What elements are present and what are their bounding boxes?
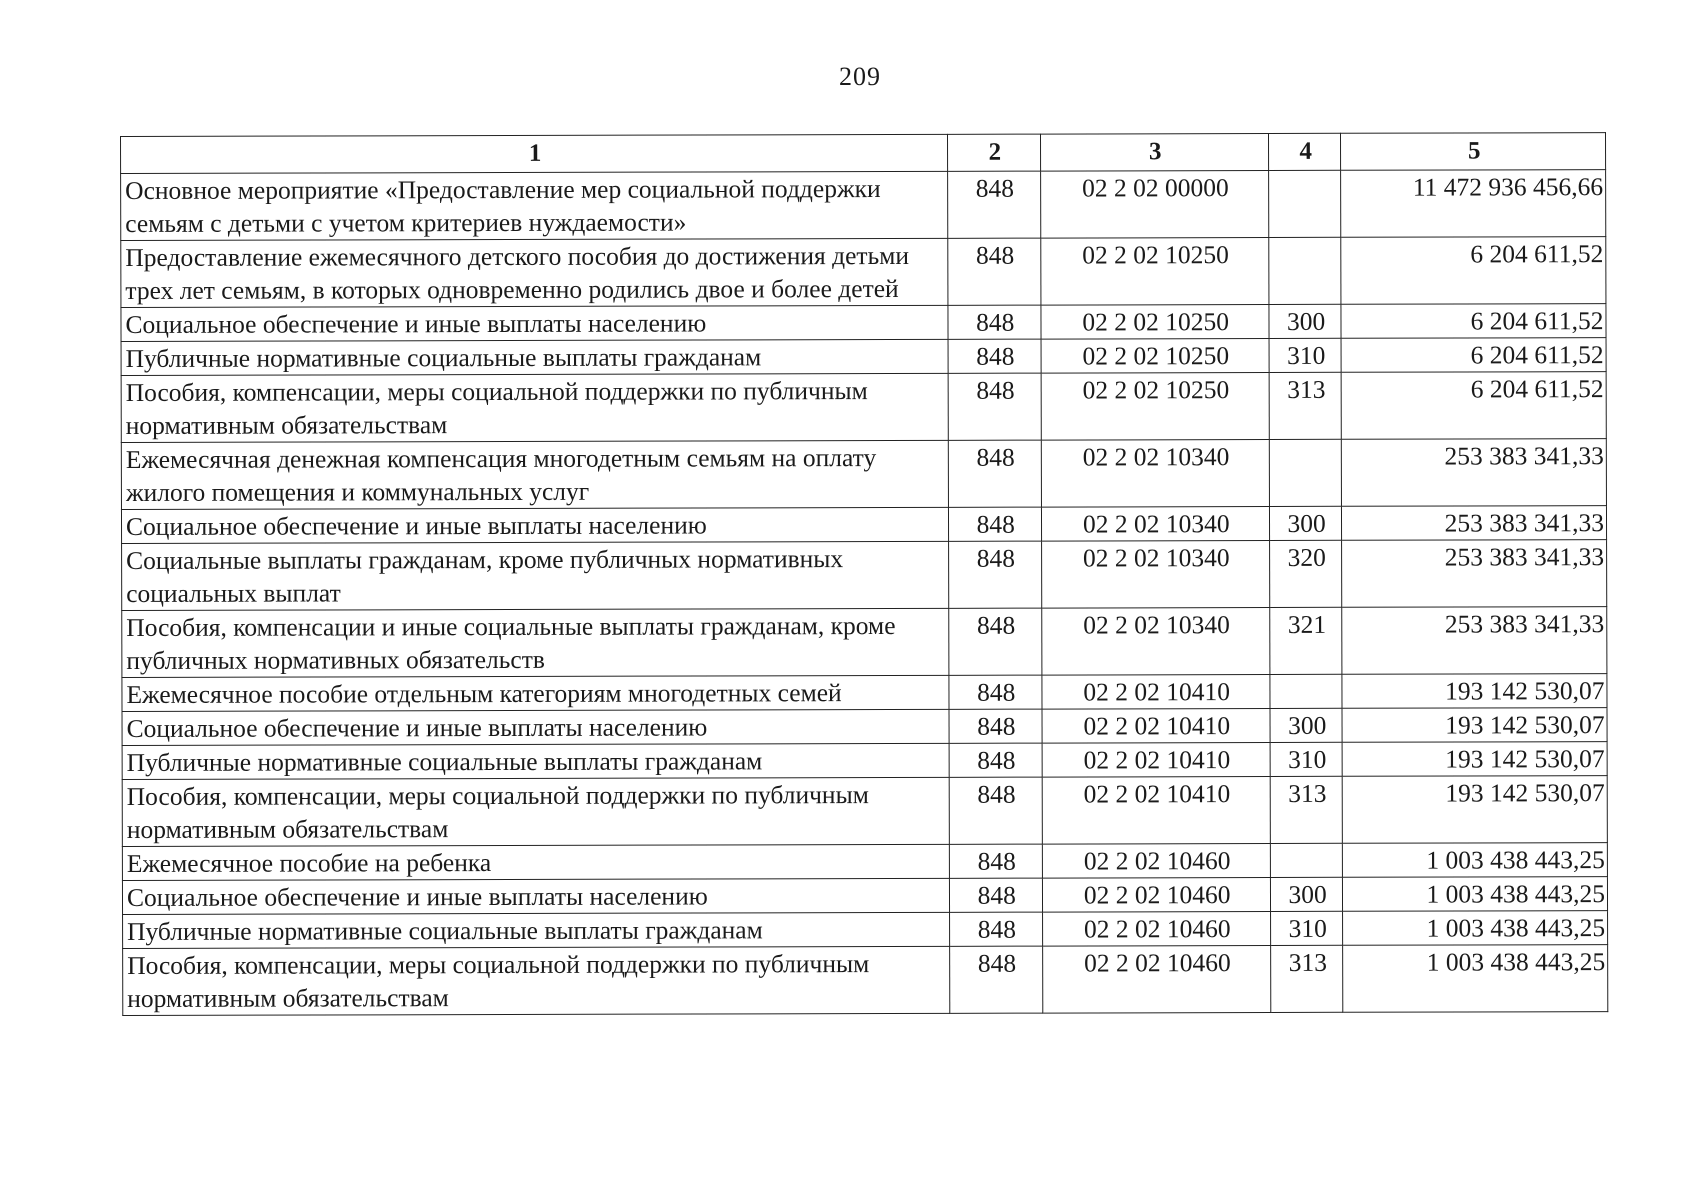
table-row [122,607,1607,678]
ministry-code-cell: 848 [949,608,1042,675]
item-name-cell: Социальные выплаты гражданам, кроме публичных нормативных социальных выплат [122,541,949,610]
item-name-cell: Социальное обеспечение и иные выплаты населению [122,709,949,745]
expense-type-code-cell: 300 [1270,877,1343,911]
table-row [123,945,1608,1016]
amount-cell: 253 383 341,33 [1342,439,1607,507]
ministry-code-cell: 848 [948,238,1041,305]
item-name-cell: Социальное обеспечение и иные выплаты населению [122,878,949,914]
column-header: 3 [1040,133,1268,171]
ministry-code-cell: 848 [948,440,1041,507]
table-row [121,170,1606,241]
expense-type-code-cell: 310 [1269,338,1342,372]
amount-cell: 253 383 341,33 [1342,607,1607,675]
table-row [122,877,1607,915]
table-row [122,674,1607,712]
expense-type-code-cell: 300 [1269,304,1342,338]
expense-type-code-cell: 313 [1271,945,1344,1012]
item-name-cell: Ежемесячное пособие отдельным категориям многодетных семей [122,675,949,711]
ministry-code-cell: 848 [949,878,1042,912]
table-row [121,237,1606,308]
table-row [121,372,1606,443]
target-item-code-cell: 02 2 02 10460 [1042,877,1270,912]
page-number: 209 [839,62,881,91]
budget-table [120,132,1608,1016]
target-item-code-cell: 02 2 02 10460 [1042,843,1270,878]
table-body [121,170,1608,1016]
amount-cell: 193 142 530,07 [1342,674,1607,709]
expense-type-code-cell [1270,674,1343,708]
amount-cell: 6 204 611,52 [1341,237,1606,305]
ministry-code-cell: 848 [948,507,1041,541]
item-name-cell: Публичные нормативные социальные выплаты гражданам [122,743,949,779]
target-item-code-cell: 02 2 02 10340 [1041,540,1270,608]
ministry-code-cell: 848 [948,373,1041,440]
expense-type-code-cell: 310 [1270,911,1343,945]
amount-cell: 193 142 530,07 [1342,708,1607,743]
target-item-code-cell: 02 2 02 10410 [1042,742,1270,777]
item-name-cell: Пособия, компенсации, меры социальной поддержки по публичным нормативным обязательствам [122,777,949,846]
amount-cell: 193 142 530,07 [1342,742,1607,777]
ministry-code-cell: 848 [950,912,1043,946]
table-row [121,506,1606,544]
expense-type-code-cell [1270,843,1343,877]
expense-type-code-cell: 300 [1269,506,1342,540]
target-item-code-cell: 02 2 02 10460 [1042,945,1271,1013]
table-row [121,338,1606,376]
amount-cell: 193 142 530,07 [1343,776,1608,844]
table-row [121,439,1606,510]
ministry-code-cell: 848 [949,777,1042,844]
table-row [122,742,1607,780]
table-row [121,304,1606,342]
amount-cell: 6 204 611,52 [1341,372,1606,440]
amount-cell: 1 003 438 443,25 [1343,911,1608,946]
ministry-code-cell: 848 [950,946,1043,1013]
item-name-cell: Ежемесячное пособие на ребенка [122,844,949,880]
item-name-cell: Публичные нормативные социальные выплаты гражданам [123,912,950,948]
item-name-cell: Пособия, компенсации, меры социальной поддержки по публичным нормативным обязательствам [123,946,950,1015]
expense-type-code-cell: 313 [1270,776,1343,843]
target-item-code-cell: 02 2 02 10250 [1041,338,1269,373]
amount-cell: 1 003 438 443,25 [1343,843,1608,878]
target-item-code-cell: 02 2 02 10410 [1042,776,1271,844]
item-name-cell: Публичные нормативные социальные выплаты гражданам [121,339,948,375]
amount-cell: 11 472 936 456,66 [1341,170,1606,238]
amount-cell: 253 383 341,33 [1342,540,1607,608]
column-header: 1 [121,134,948,173]
column-header: 4 [1268,133,1341,170]
expense-type-code-cell: 300 [1270,708,1343,742]
ministry-code-cell: 848 [949,541,1042,608]
table-row [122,540,1607,611]
amount-cell: 6 204 611,52 [1341,338,1606,373]
table-header-row [121,133,1606,174]
item-name-cell: Социальное обеспечение и иные выплаты населению [121,507,948,543]
expense-type-code-cell [1269,439,1342,506]
amount-cell: 6 204 611,52 [1341,304,1606,339]
ministry-code-cell: 848 [949,675,1042,709]
item-name-cell: Пособия, компенсации, меры социальной поддержки по публичным нормативным обязательствам [121,373,948,442]
column-header: 5 [1341,133,1606,171]
expense-type-code-cell [1269,237,1342,304]
table-row [122,708,1607,746]
amount-cell: 1 003 438 443,25 [1343,945,1608,1013]
expense-type-code-cell: 320 [1269,540,1342,607]
target-item-code-cell: 02 2 02 10340 [1041,506,1269,541]
expense-type-code-cell: 310 [1270,742,1343,776]
target-item-code-cell: 02 2 02 10340 [1041,607,1270,675]
expense-type-code-cell: 321 [1270,607,1343,674]
item-name-cell: Основное мероприятие «Предоставление мер социальной поддержки семьям с детьми с учетом критериев нуждаемости» [121,171,948,240]
ministry-code-cell: 848 [948,339,1041,373]
target-item-code-cell: 02 2 02 00000 [1040,170,1269,238]
target-item-code-cell: 02 2 02 10250 [1040,237,1269,305]
ministry-code-cell: 848 [948,305,1041,339]
target-item-code-cell: 02 2 02 10410 [1042,708,1270,743]
column-header: 2 [947,134,1040,171]
target-item-code-cell: 02 2 02 10340 [1041,439,1270,507]
ministry-code-cell: 848 [949,709,1042,743]
item-name-cell: Ежемесячная денежная компенсация многодетным семьям на оплату жилого помещения и коммунальных услуг [121,440,948,509]
item-name-cell: Предоставление ежемесячного детского пособия до достижения детьми трех лет семьям, в которых одновременно родились двое и более детей [121,238,948,307]
target-item-code-cell: 02 2 02 10250 [1041,372,1270,440]
target-item-code-cell: 02 2 02 10410 [1041,674,1269,709]
amount-cell: 253 383 341,33 [1342,506,1607,541]
target-item-code-cell: 02 2 02 10460 [1042,911,1270,946]
ministry-code-cell: 848 [948,171,1041,238]
expense-type-code-cell [1269,170,1342,237]
table-row [122,843,1607,881]
item-name-cell: Социальное обеспечение и иные выплаты населению [121,305,948,341]
table-row [122,776,1607,847]
table-row [123,911,1608,949]
expense-type-code-cell: 313 [1269,372,1342,439]
ministry-code-cell: 848 [949,844,1042,878]
item-name-cell: Пособия, компенсации и иные социальные выплаты гражданам, кроме публичных нормативных обязательств [122,608,949,677]
ministry-code-cell: 848 [949,743,1042,777]
target-item-code-cell: 02 2 02 10250 [1040,304,1268,339]
amount-cell: 1 003 438 443,25 [1343,877,1608,912]
